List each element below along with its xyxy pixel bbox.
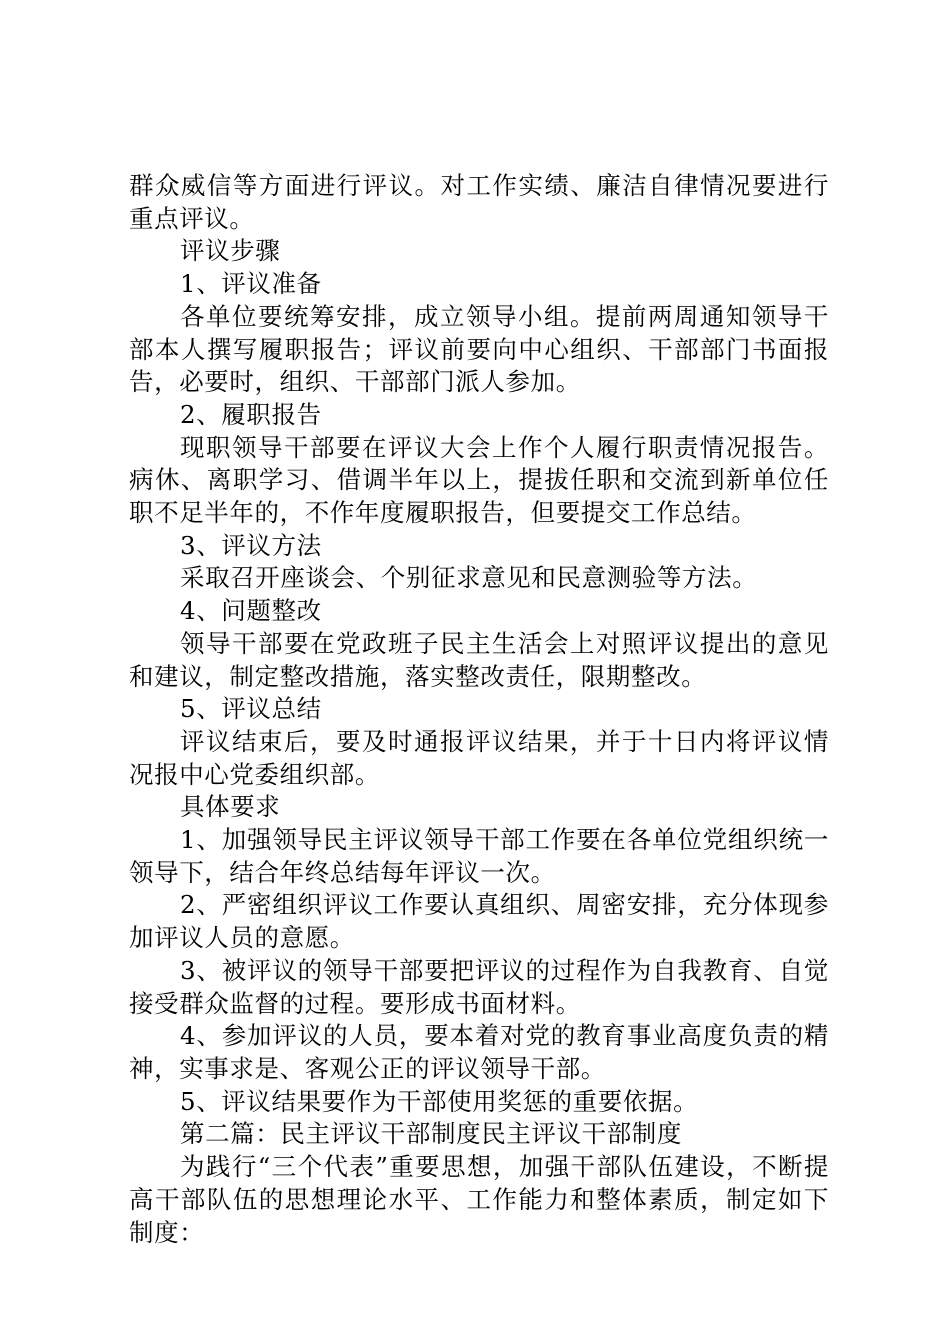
document-page — [129, 170, 829, 1249]
requirement-item-2: 2、严密组织评议工作要认真组织、周密安排，充分体现参加评议人员的意愿。 — [129, 890, 829, 953]
step-heading-summary: 5、评议总结 — [180, 694, 322, 724]
requirement-item-5: 5、评议结果要作为干部使用奖惩的重要依据。 — [180, 1086, 699, 1116]
paragraph-rectification: 领导干部要在党政班子民主生活会上对照评议提出的意见和建议，制定整改措施，落实整改责任，限期整改。 — [129, 628, 829, 691]
section-heading-steps: 评议步骤 — [180, 236, 281, 266]
step-heading-preparation: 1、评议准备 — [180, 269, 322, 299]
requirement-item-4: 4、参加评议的人员，要本着对党的教育事业高度负责的精神，实事求是、客观公正的评议领导干部。 — [129, 1021, 829, 1083]
step-heading-report: 2、履职报告 — [180, 399, 322, 429]
paragraph-preparation: 各单位要统筹安排，成立领导小组。提前两周通知领导干部本人撰写履职报告；评议前要向中心组织、干部部门书面报告，必要时，组织、干部部门派人参加。 — [129, 301, 829, 397]
requirement-item-3: 3、被评议的领导干部要把评议的过程作为自我教育、自觉接受群众监督的过程。要形成书面材料。 — [129, 955, 829, 1018]
paragraph-method: 采取召开座谈会、个别征求意见和民意测验等方法。 — [180, 563, 758, 593]
chapter-heading: 第二篇：民主评议干部制度民主评议干部制度 — [180, 1119, 682, 1149]
section-heading-requirements: 具体要求 — [180, 792, 281, 822]
step-heading-rectification: 4、问题整改 — [180, 596, 322, 626]
paragraph-continuation: 群众威信等方面进行评议。对工作实绩、廉洁自律情况要进行重点评议。 — [129, 171, 829, 233]
paragraph-intro: 为践行“三个代表”重要思想，加强干部队伍建设，不断提高干部队伍的思想理论水平、工作能力和整体素质，制定如下制度： — [129, 1152, 829, 1247]
requirement-item-1: 1、加强领导民主评议领导干部工作要在各单位党组织统一领导下，结合年终总结每年评议一次。 — [129, 825, 829, 887]
paragraph-report: 现职领导干部要在评议大会上作个人履行职责情况报告。病休、离职学习、借调半年以上，提拔任职和交流到新单位任职不足半年的，不作年度履职报告，但要提交工作总结。 — [129, 432, 829, 528]
paragraph-summary: 评议结束后，要及时通报评议结果，并于十日内将评议情况报中心党委组织部。 — [129, 726, 829, 789]
step-heading-method: 3、评议方法 — [180, 530, 322, 560]
